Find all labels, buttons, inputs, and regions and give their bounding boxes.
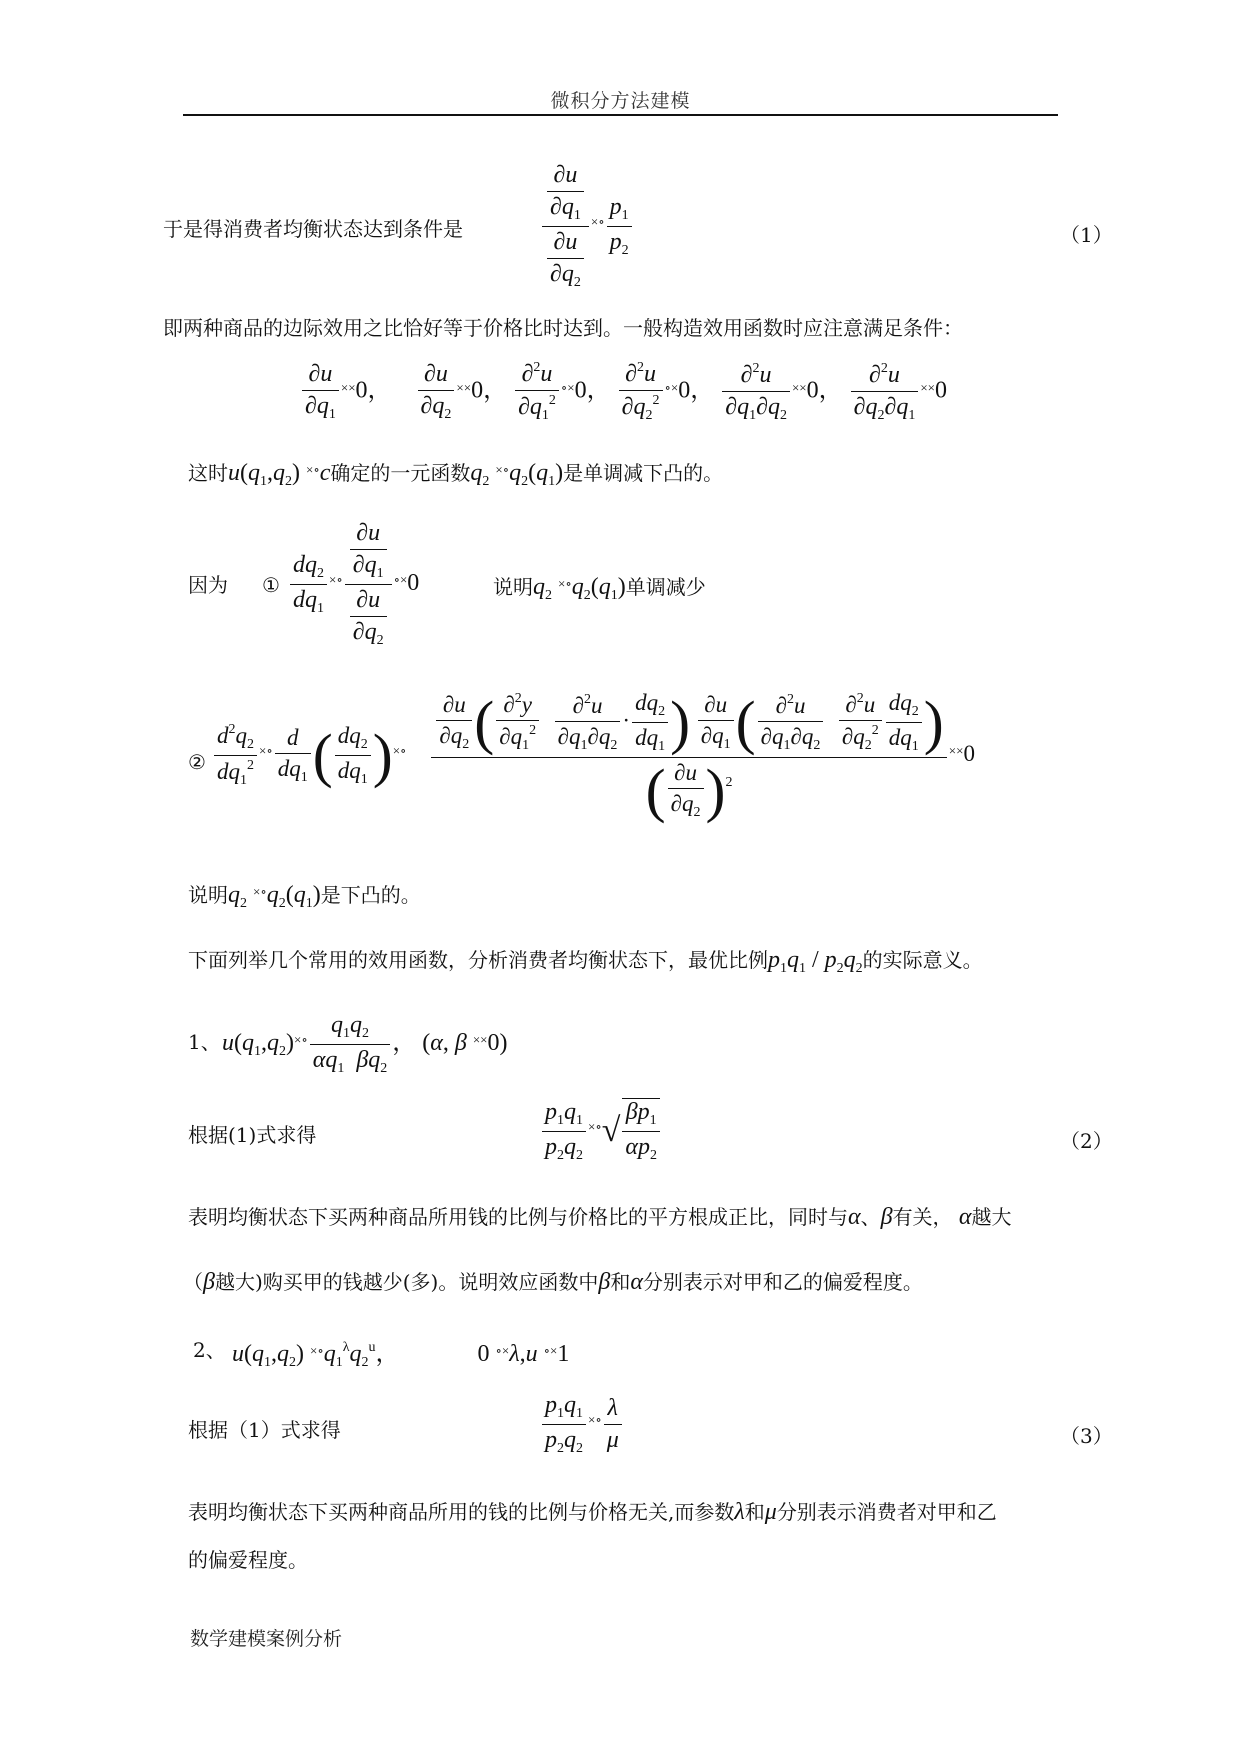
circle-one: ① xyxy=(262,573,280,597)
sqrt-proportion-text xyxy=(188,1205,1012,1229)
math-lambda: λ xyxy=(734,1499,745,1525)
equilibrium-condition-text: 于是得消费者均衡状态达到条件是 xyxy=(163,217,463,241)
first-derivative-equation: $\frac{dq_2}{dq_1}$ ×∘ $\frac{\frac{\partial u}{\partial q_1}}{\frac{\partial u}{\partial q_2}}$ ∘×0 xyxy=(288,520,419,649)
math-q2-func-3: $q_2$ $^{\times\circ}q_2(q_1)$ xyxy=(228,882,321,911)
utility-function-2: $u(q_1,q_2)$ $^{\times\circ}q_1^\lambda q_2^u$， 0 ∘×λ,u ∘×1 xyxy=(232,1340,570,1370)
conditions-equations: $\frac{\partial u}{\partial q_1}$ ××0， $\frac{\partial u}{\partial q_2}$ ××0， $\frac{\partial^2u}{\partial q_1^2}$ ∘×0， $\frac{\partial^2u}{\partial q_2^2}$ ∘×0， $\frac{\partial^2u}{\partial q_1\partial q_2}$ ××0， $\frac{\partial^2u}{\partial q_2\partial q_1}$ ××0 xyxy=(300,360,947,424)
convex-pre: 说明 xyxy=(188,883,228,907)
pref-p4: 分别表示对甲和乙的偏爱程度。 xyxy=(642,1270,923,1294)
math-q2-func-2: $q_2$ $^{\times\circ}q_2(q_1)$ xyxy=(533,574,626,603)
ratio-post: 的实际意义。 xyxy=(862,948,983,972)
item-2-label: 2、 xyxy=(193,1338,226,1362)
preference-degree-text: 的偏爱程度。 xyxy=(188,1548,308,1572)
math-u-eq-c: $u(q_1,q_2)$ ×∘c xyxy=(228,460,331,489)
text-pre: 这时 xyxy=(188,461,228,485)
ratio-pre: 下面列举几个常用的效用函数，分析消费者均衡状态下，最优比例 xyxy=(188,948,768,972)
indep-pre: 表明均衡状态下买两种商品所用的钱的比例与价格无关,而参数 xyxy=(188,1500,735,1524)
optimal-ratio-text xyxy=(188,948,983,976)
explains-decreasing xyxy=(493,575,706,603)
text-mid: 确定的一元函数 xyxy=(330,461,471,485)
math-beta-3: β xyxy=(598,1269,611,1295)
header-rule xyxy=(183,114,1058,116)
convex-post: 是下凸的。 xyxy=(320,883,421,907)
pref-p3: 和 xyxy=(610,1270,631,1294)
page-footer: 数学建模案例分析 xyxy=(190,1628,343,1650)
text-post: 是单调减下凸的。 xyxy=(563,461,724,485)
prop-mid: 、 xyxy=(860,1205,881,1229)
indep-mid: 和 xyxy=(744,1500,765,1524)
math-alpha-3: α xyxy=(630,1269,643,1295)
equation-3: $\frac{p_1q_1}{p_2q_2}$ ×∘ $\frac{\lambda}{\mu}$ xyxy=(540,1392,624,1457)
explains-label: 说明 xyxy=(493,575,533,599)
math-ratio: $p_1q_1 / p_2q_2$ xyxy=(768,947,863,976)
math-alpha-2: α xyxy=(958,1204,972,1230)
derive-from-1-text-2: 根据（1）式求得 xyxy=(188,1418,341,1442)
equation-number-2: （2） xyxy=(1060,1129,1113,1153)
implicit-function-text xyxy=(188,461,723,489)
page-header: 微积分方法建模 xyxy=(550,90,691,112)
math-alpha: α xyxy=(848,1204,861,1230)
math-beta: β xyxy=(880,1204,893,1230)
equation-2: $\frac{p_1q_1}{p_2q_2}$ ×∘√ $\frac{\beta p_1}{\alpha p_2}$ xyxy=(540,1098,662,1164)
math-mu: μ xyxy=(764,1499,777,1525)
utility-function-1: $u(q_1,q_2)^{\times\circ}$ $\frac{q_1q_2}{\alpha q_1 \beta q_2}$ ， (α, β ××0) xyxy=(222,1012,508,1076)
because-label: 因为 xyxy=(188,573,228,597)
price-independent-text xyxy=(188,1500,997,1524)
prop-post: 越大 xyxy=(971,1205,1012,1229)
derive-from-1-text: 根据(1)式求得 xyxy=(188,1123,317,1147)
item-1-label: 1、 xyxy=(188,1030,221,1054)
circle-two: ② xyxy=(188,750,206,774)
second-derivative-equation: $\frac{d^2q_2}{dq_1^2}$ ×∘ $\frac{d}{dq_1}$ ( $\frac{dq_2}{dq_1}$ )×∘ $\frac{\partial u}{\partial q_2}$ ( $\frac{\partial^2y}{\partial q_1^2}$ $\frac{\partial^2u}{\partial q_1\partial q_2}$ · $\frac{dq_2}{dq_1}$ ) $\frac{\partial u}{\partial q_1}$ ( $\frac{\partial^2u}{\partial q_1\partial q_2}$ $\frac{\partial^2u}{\partial q_2^2}$ $\frac{dq_2}{dq_1}$ ) ( $\frac{\partial u}{\partial q_2}$ )$^2$ ××0 xyxy=(212,690,975,821)
prop-pre: 表明均衡状态下买两种商品所用钱的比例与价格比的平方根成正比，同时与 xyxy=(188,1205,848,1229)
pref-p1: （ xyxy=(183,1270,203,1294)
preference-text-1 xyxy=(183,1270,923,1294)
convex-text xyxy=(188,883,421,911)
prop-mid2: 有关， xyxy=(892,1205,953,1229)
math-q2-func: $q_2$ $^{\times\circ}q_2(q_1)$ xyxy=(470,460,564,489)
decreasing-label: 单调减少 xyxy=(625,575,706,599)
pref-p2: 越大)购买甲的钱越少(多)。说明效应函数中 xyxy=(214,1270,599,1294)
indep-post: 分别表示消费者对甲和乙 xyxy=(776,1500,997,1524)
equation-1: $\frac{\frac{\partial u}{\partial q_1}}{\frac{\partial u}{\partial q_2}}$ ×∘ $\frac{p_1}{p_2}$ xyxy=(540,162,634,291)
math-beta-2: β xyxy=(203,1269,215,1295)
equation-number-3: （3） xyxy=(1060,1424,1113,1448)
marginal-utility-text: 即两种商品的边际效用之比恰好等于价格比时达到。一般构造效用函数时应注意满足条件： xyxy=(163,316,963,340)
equation-number-1: （1） xyxy=(1060,223,1113,247)
